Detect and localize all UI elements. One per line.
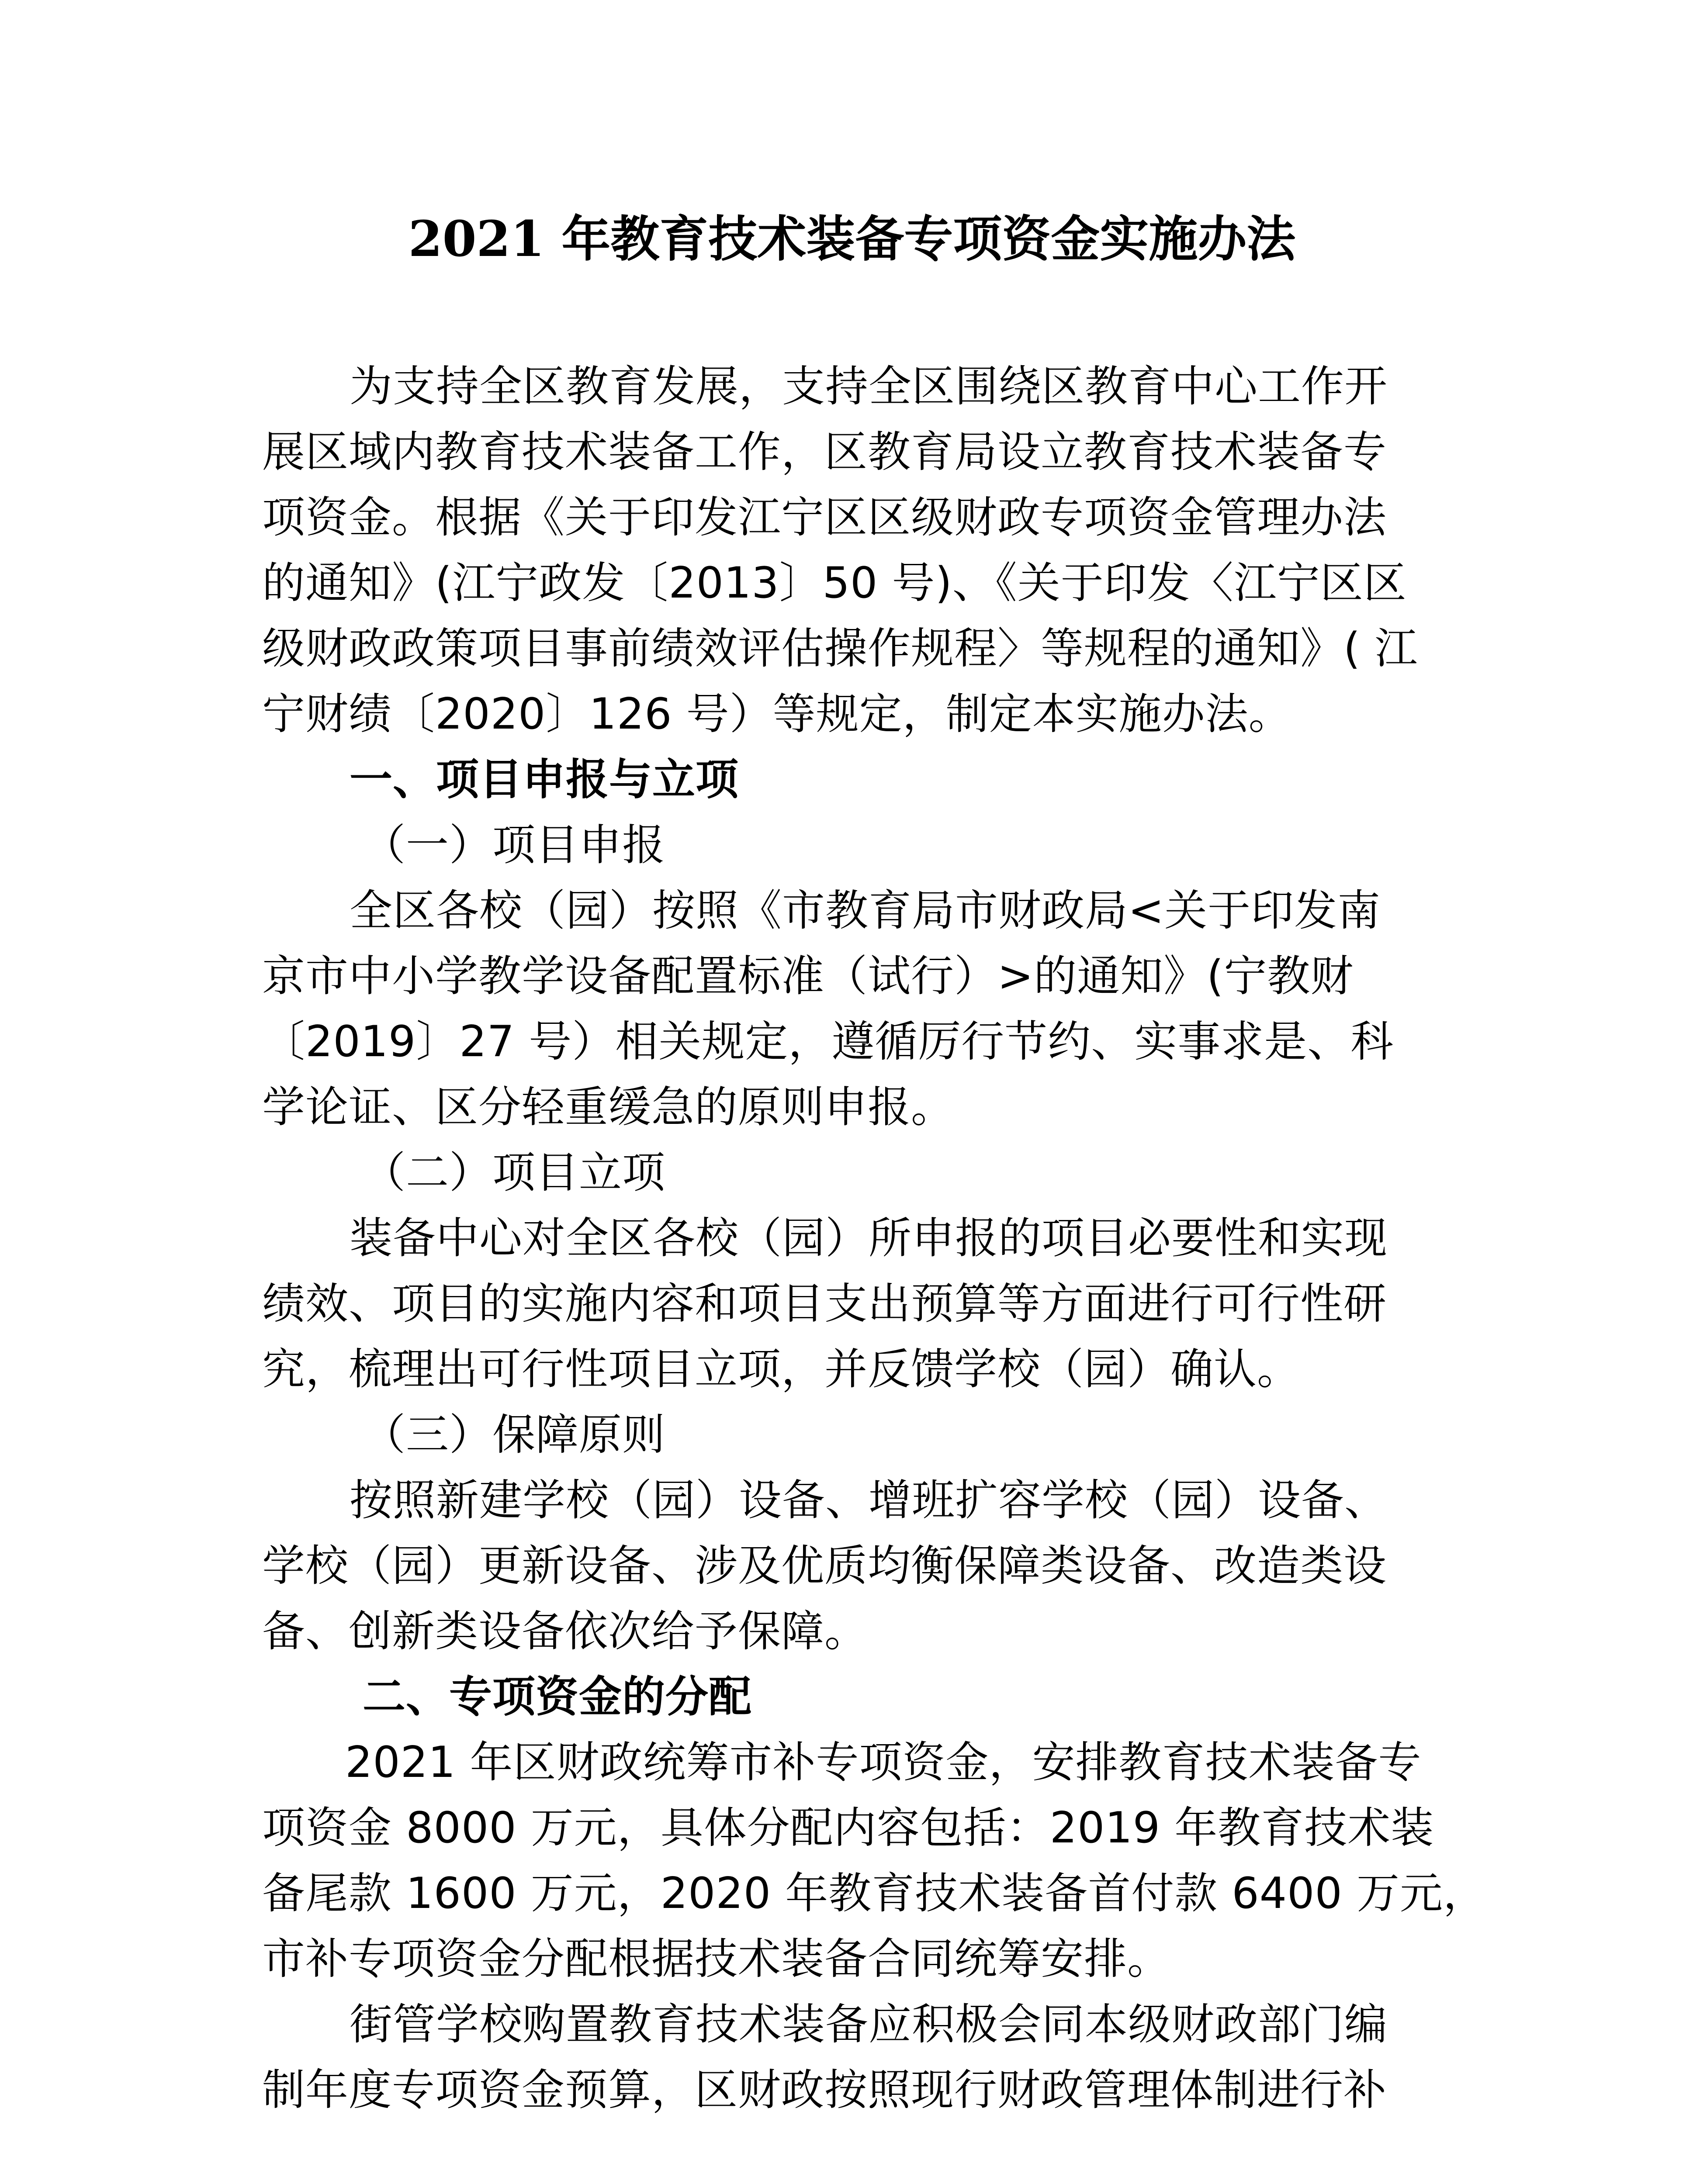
- paragraph-line: 市补专项资金分配根据技术装备合同统筹安排。: [262, 1934, 1171, 1984]
- paragraph-line: 展区域内教育技术装备工作，区教育局设立教育技术装备专: [262, 427, 1387, 477]
- paragraph-line: 的通知》(江宁政发〔2013〕50 号)、《关于印发〈江宁区区: [262, 558, 1407, 608]
- subsection-heading: （二）项目立项: [363, 1148, 666, 1198]
- paragraph-line: 项资金 8000 万元，具体分配内容包括：2019 年教育技术装: [262, 1803, 1434, 1853]
- paragraph-line: 绩效、项目的实施内容和项目支出预算等方面进行可行性研: [262, 1279, 1387, 1329]
- subsection-heading: （三）保障原则: [363, 1410, 666, 1460]
- paragraph-line: 级财政政策项目事前绩效评估操作规程〉等规程的通知》( 江: [262, 624, 1418, 674]
- paragraph-line: 2021 年区财政统筹市补专项资金，安排教育技术装备专: [345, 1738, 1422, 1787]
- subsection-heading: （一）项目申报: [363, 820, 666, 870]
- section-heading: 二、专项资金的分配: [363, 1672, 752, 1722]
- paragraph-line: 究，梳理出可行性项目立项，并反馈学校（园）确认。: [262, 1344, 1301, 1394]
- document-title: 2021 年教育技术装备专项资金实施办法: [408, 211, 1296, 268]
- paragraph-line: 宁财绩〔2020〕126 号）等规定，制定本实施办法。: [262, 689, 1292, 739]
- paragraph-line: 按照新建学校（园）设备、增班扩容学校（园）设备、: [350, 1476, 1388, 1525]
- section-heading: 一、项目申报与立项: [350, 755, 739, 805]
- paragraph-line: 装备中心对全区各校（园）所申报的项目必要性和实现: [350, 1213, 1388, 1263]
- paragraph-line: 制年度专项资金预算，区财政按照现行财政管理体制进行补: [262, 2065, 1387, 2115]
- paragraph-line: 京市中小学教学设备配置标准（试行）>的通知》(宁教财: [262, 951, 1354, 1001]
- paragraph-line: 项资金。根据《关于印发江宁区区级财政专项资金管理办法: [262, 493, 1387, 543]
- paragraph-line: 学校（园）更新设备、涉及优质均衡保障类设备、改造类设: [262, 1541, 1387, 1591]
- paragraph-line: 为支持全区教育发展，支持全区围绕区教育中心工作开: [350, 362, 1388, 411]
- paragraph-line: 全区各校（园）按照《市教育局市财政局<关于印发南: [350, 886, 1381, 936]
- paragraph-line: 备、创新类设备依次给予保障。: [262, 1607, 868, 1656]
- paragraph-line: 备尾款 1600 万元，2020 年教育技术装备首付款 6400 万元，: [262, 1869, 1486, 1918]
- paragraph-line: 街管学校购置教育技术装备应积极会同本级财政部门编: [350, 2000, 1388, 2049]
- paragraph-line: 〔2019〕27 号）相关规定，遵循厉行节约、实事求是、科: [262, 1017, 1394, 1067]
- paragraph-line: 学论证、区分轻重缓急的原则申报。: [262, 1082, 955, 1132]
